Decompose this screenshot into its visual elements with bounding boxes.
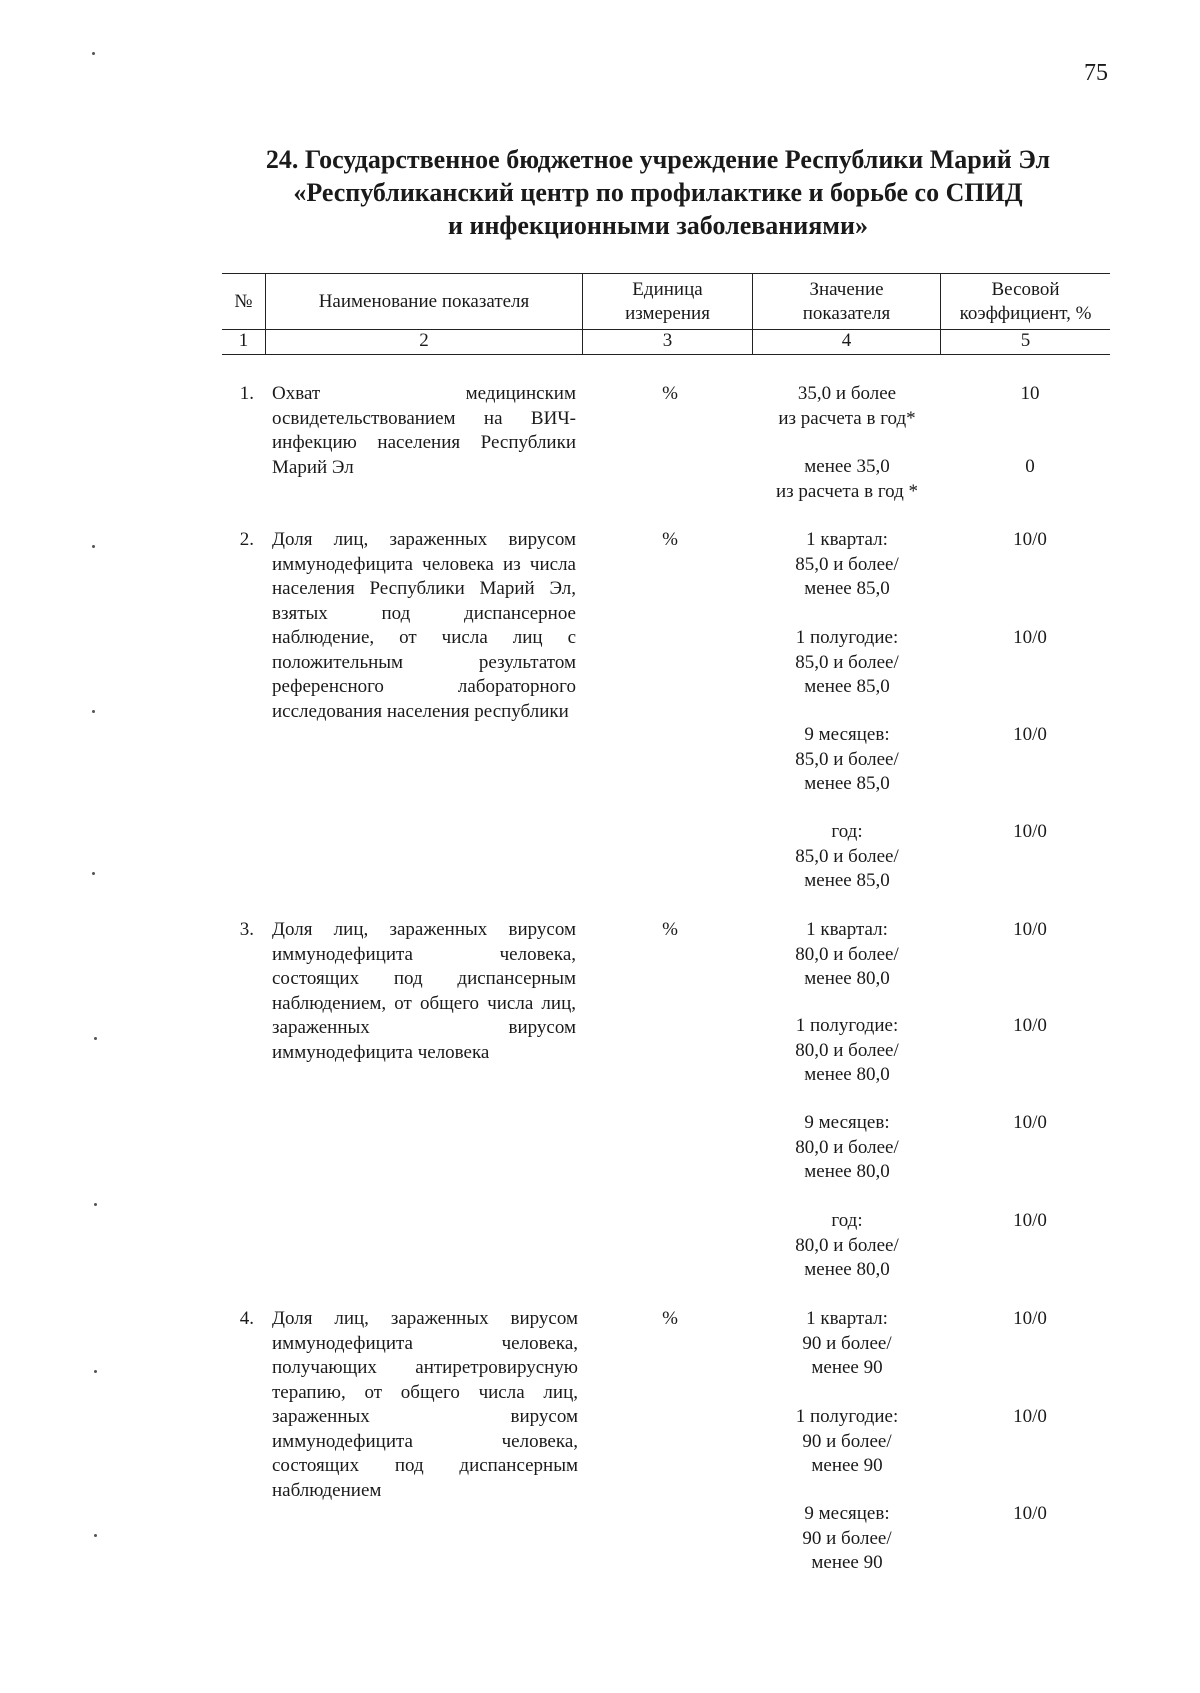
column-number-2: 2 xyxy=(419,330,429,351)
value-line: 1 квартал: xyxy=(806,529,888,550)
value-line: менее 85,0 xyxy=(804,773,890,794)
value-line: 80,0 и более/ xyxy=(795,1234,899,1256)
value-line: 1 квартал: xyxy=(806,919,888,940)
header-unit xyxy=(583,278,752,326)
weight-value: 10/0 xyxy=(1013,1406,1047,1427)
weight-value: 10/0 xyxy=(1013,1308,1047,1329)
value-line: 85,0 и более/ xyxy=(795,651,899,673)
value-line: из расчета в год* xyxy=(778,407,916,429)
value-line: менее 85,0 xyxy=(804,870,890,891)
indicator-value xyxy=(742,382,952,431)
scan-speck xyxy=(92,52,95,55)
value-line: менее 85,0 xyxy=(804,578,890,599)
indicator-value xyxy=(742,723,952,797)
indicator-name: Доля лиц, зараженных вирусом иммунодефицита человека, состоящих под диспансерным наблюдением, от общего числа лиц, зараженных вирусом иммунодефицита человека xyxy=(272,919,576,1063)
value-line: менее 90 xyxy=(811,1455,883,1476)
indicator-value xyxy=(742,1014,952,1088)
value-line: менее 80,0 xyxy=(804,1259,890,1280)
unit-value: % xyxy=(662,383,678,404)
scan-speck xyxy=(94,1534,97,1537)
indicator-value xyxy=(742,1307,952,1381)
value-line: менее 85,0 xyxy=(804,676,890,697)
title-line-2: «Республиканский центр по профилактике и борьбе со СПИД xyxy=(293,178,1023,207)
indicator-name: Доля лиц, зараженных вирусом иммунодефицита человека, получающих антиретровирусную терапию, от общего числа лиц, зараженных вирусом иммунодефицита человека, состоящих под диспансерным наблюдением xyxy=(272,1308,578,1501)
header-value xyxy=(753,278,940,326)
weight-value: 10 xyxy=(1020,383,1040,404)
weight-value: 10/0 xyxy=(1013,1112,1047,1133)
header-unit-line-2: измерения xyxy=(625,303,710,324)
value-line: год: xyxy=(831,821,863,842)
indicator-value xyxy=(742,1502,952,1576)
indicator-value xyxy=(742,820,952,894)
indicator-name: Доля лиц, зараженных вирусом иммунодефицита человека из числа населения Республики Марий Эл, взятых под диспансерное наблюдение, от числа лиц с положительным результатом референсного лабораторного исследования населения республики xyxy=(272,529,576,722)
value-line: 80,0 и более/ xyxy=(795,943,899,965)
indicator-value xyxy=(742,1209,952,1283)
header-value-line-1: Значение xyxy=(809,279,884,300)
indicator-value xyxy=(742,528,952,602)
value-line: менее 80,0 xyxy=(804,968,890,989)
value-line: 9 месяцев: xyxy=(804,1503,890,1524)
header-weight xyxy=(941,278,1110,326)
value-line: год: xyxy=(831,1210,863,1231)
scan-speck xyxy=(92,710,95,713)
indicator-value xyxy=(742,918,952,992)
value-line: 85,0 и более/ xyxy=(795,553,899,575)
weight-value: 10/0 xyxy=(1013,627,1047,648)
value-line: 9 месяцев: xyxy=(804,1112,890,1133)
value-line: менее 90 xyxy=(811,1357,883,1378)
column-number-3: 3 xyxy=(662,330,673,351)
value-line: 35,0 и более xyxy=(797,383,897,404)
weight-value: 10/0 xyxy=(1013,1015,1047,1036)
value-line: менее 35,0 xyxy=(804,456,890,477)
column-number-1: 1 xyxy=(238,330,249,351)
header-value-line-2: показателя xyxy=(802,303,891,324)
unit-value: % xyxy=(662,1308,678,1329)
scan-speck xyxy=(94,1037,97,1040)
row-number: 2. xyxy=(239,529,254,550)
value-line: менее 80,0 xyxy=(804,1161,890,1182)
value-line: 1 квартал: xyxy=(806,1308,888,1329)
header-name: Наименование показателя xyxy=(318,291,530,312)
value-line: 1 полугодие: xyxy=(795,1406,899,1427)
scan-speck xyxy=(94,1203,97,1206)
document-title xyxy=(180,143,1136,242)
value-line: 9 месяцев: xyxy=(804,724,890,745)
indicator-name: Охват медицинским освидетельствованием на ВИЧ-инфекцию населения Республики Марий Эл xyxy=(272,383,576,478)
indicator-value xyxy=(742,1111,952,1185)
weight-value: 10/0 xyxy=(1013,1210,1047,1231)
value-line: 80,0 и более/ xyxy=(795,1039,899,1061)
weight-value: 10/0 xyxy=(1013,724,1047,745)
page-number: 75 xyxy=(1084,60,1108,86)
scan-speck xyxy=(92,872,95,875)
indicator-value xyxy=(742,1405,952,1479)
row-number: 4. xyxy=(239,1308,254,1329)
weight-value: 0 xyxy=(1025,456,1035,477)
row-number: 1. xyxy=(239,383,254,404)
value-line: 90 и более/ xyxy=(802,1332,892,1354)
scan-speck xyxy=(94,1370,97,1373)
weight-value: 10/0 xyxy=(1013,529,1047,550)
value-line: 1 полугодие: xyxy=(795,627,899,648)
value-line: 80,0 и более/ xyxy=(795,1136,899,1158)
value-line: 85,0 и более/ xyxy=(795,845,899,867)
row-number: 3. xyxy=(239,919,254,940)
unit-value: % xyxy=(662,529,678,550)
value-line: менее 90 xyxy=(811,1552,883,1573)
value-line: 85,0 и более/ xyxy=(795,748,899,770)
weight-value: 10/0 xyxy=(1013,821,1047,842)
weight-value: 10/0 xyxy=(1013,919,1047,940)
value-line: 90 и более/ xyxy=(802,1527,892,1549)
scan-speck xyxy=(92,545,95,548)
unit-value: % xyxy=(662,919,678,940)
header-bottom-border xyxy=(222,354,1110,355)
value-line: 1 полугодие: xyxy=(795,1015,899,1036)
value-line: менее 80,0 xyxy=(804,1064,890,1085)
indicator-value xyxy=(742,626,952,700)
column-number-4: 4 xyxy=(841,330,852,351)
indicator-value xyxy=(742,455,952,504)
weight-value: 10/0 xyxy=(1013,1503,1047,1524)
table-top-border xyxy=(222,273,1110,274)
value-line: из расчета в год * xyxy=(775,480,919,502)
value-line: 90 и более/ xyxy=(802,1430,892,1452)
header-weight-line-2: коэффициент, % xyxy=(959,303,1092,324)
header-number: № xyxy=(234,291,253,312)
column-number-5: 5 xyxy=(1020,330,1031,351)
title-line-1: 24. Государственное бюджетное учреждение Республики Марий Эл xyxy=(265,145,1051,174)
header-unit-line-1: Единица xyxy=(632,279,703,300)
header-weight-line-1: Весовой xyxy=(991,279,1060,300)
title-line-3: и инфекционными заболеваниями» xyxy=(447,211,868,240)
